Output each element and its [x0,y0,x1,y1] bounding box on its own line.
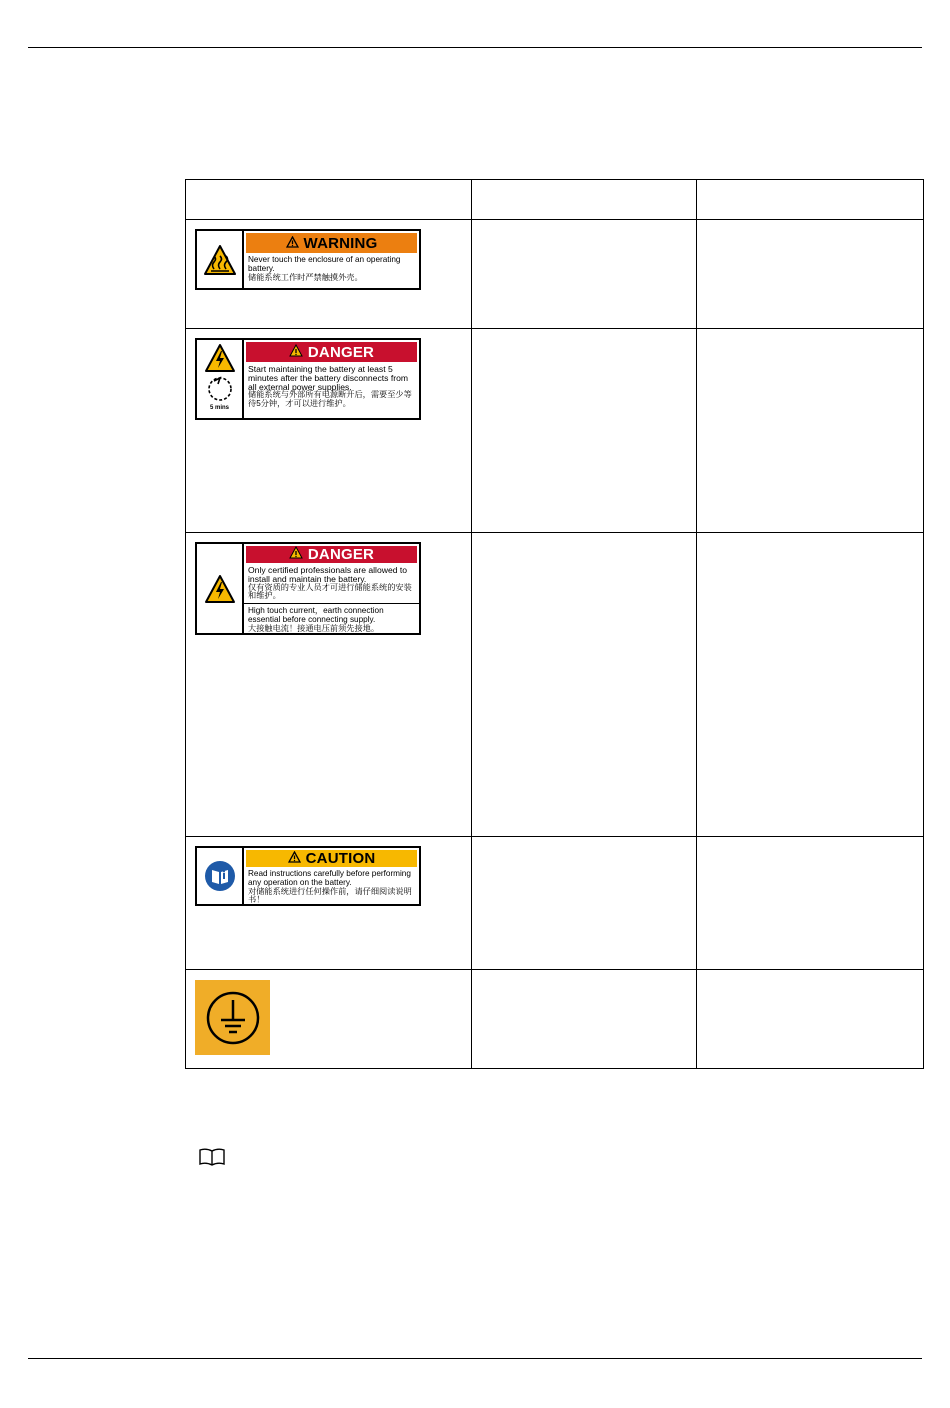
warning-triangle-icon [288,850,301,867]
label-text-en: Read instructions carefully before performing any operation on the battery. [248,869,411,887]
label-header [246,850,417,867]
label-header [246,342,417,362]
label-cell [186,533,472,837]
danger-label [195,338,421,420]
label-title: DANGER [307,546,375,563]
table-row [186,220,924,329]
table-row [186,970,924,1069]
read-manual-icon [204,860,236,892]
label-cell [186,837,472,970]
caution-label [195,846,421,906]
warning-triangle-icon [289,344,303,361]
label-text-en: Start maintaining the battery at least 5 minutes after the battery disconnects from all external power supplies. [248,364,409,392]
high-voltage-icon [204,343,236,373]
label-cell [186,329,472,533]
hot-surface-icon [203,244,237,276]
label-header [246,546,417,563]
label-cell [186,220,472,329]
book-note-icon [198,1147,226,1167]
label-text-en: Never touch the enclosure of an operating battery. [248,255,401,273]
warning-triangle-icon [289,546,303,563]
ground-symbol [195,980,270,1055]
header-rule [28,47,922,48]
safety-labels-table [185,179,924,1069]
label-text2-en: High touch current，earth connection essential before connecting supply. [248,606,384,624]
table-row [186,329,924,533]
table-row [186,837,924,970]
label-cell [186,970,472,1069]
label-text-cn: 储能系统工作时严禁触摸外壳。 [248,272,363,282]
label-title: CAUTION [305,850,376,867]
table-row [186,533,924,837]
label-text-cn: 对储能系统进行任何操作前，请仔细阅读说明书！ [248,886,412,905]
label-text2-cn: 大接触电流！接通电压前须先接地。 [248,623,380,633]
table-header-cell [472,180,697,220]
danger-label [195,542,421,635]
label-title: DANGER [307,343,375,361]
timer-icon [205,375,235,403]
warning-label [195,229,421,290]
table-header-cell [697,180,924,220]
protective-earth-icon [203,988,263,1048]
label-title: WARNING [303,234,378,252]
label-text-en: Only certified professionals are allowed to install and maintain the battery. [248,565,408,584]
timer-label: 5 mins [209,405,229,411]
label-text-cn: 仅有资质的专业人员才可进行储能系统的安装和维护。 [248,582,412,601]
high-voltage-icon [204,574,236,604]
label-header [246,233,417,253]
table-header-cell [186,180,472,220]
warning-triangle-icon [286,235,299,252]
footer-rule [28,1358,922,1359]
label-text-cn: 储能系统与外部所有电源断开后，需要至少等待5分钟，才可以进行维护。 [248,390,412,409]
table-header-row [186,180,924,220]
